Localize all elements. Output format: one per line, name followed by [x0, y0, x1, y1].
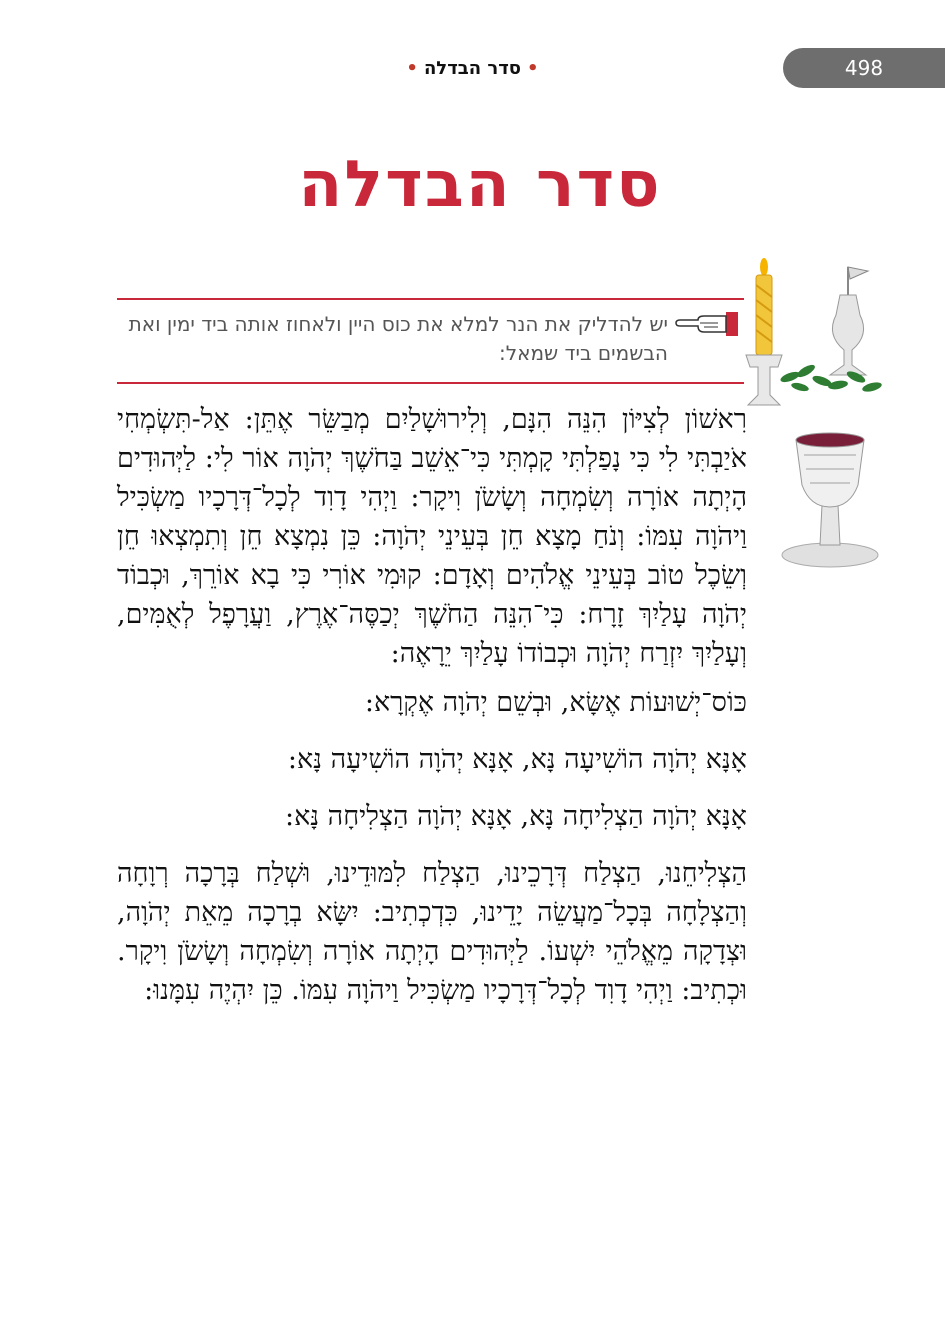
pointing-hand-icon [674, 308, 740, 340]
havdalah-set-illustration [740, 255, 930, 575]
running-head [300, 58, 645, 79]
bullet-icon: • [406, 58, 418, 79]
page-title: סדר הבדלה [298, 148, 662, 222]
paragraph: רִאשׁוֹן לְצִיּוֹן הִנֵּה הִנָּם, וְלִירוּשָׁלַיִם מְבַשֵּׂר אֶתֵּן: אַל-תִּשְׂמְחִי אֹיַבְתִּי לִי כִּי נָפַלְתִּי קָמְתִּי כִּי־אֵשֵׁב בַּחֹשֶׁךְ יְהֹוָה אוֹר לִי: לַיְּהוּדִים הָיְתָה אוֹרָה וְשִׂמְחָה וְשָׂשֹׂן וִיקָר: וַיְהִי דָוִד לְכָל־דְּרָכָיו מַשְׂכִּיל וַיהֹוָה עִמּוֹ: וְנֹחַ מָצָא חֵן בְּעֵינֵי יְהֹוָה: כֵּן נִמְצָא חֵן וְתִמְצְאוּ חֵן וְשֵׂכֶל טוֹב בְּעֵינֵי אֱלֹהִים וְאָדָם: קוּמִי אוֹרִי כִּי בָא אוֹרֵךְ, וּכְבוֹד יְהֹוָה עָלַיִךְ זָרָח: כִּי־הִנֵּה הַחֹשֶׁךְ יְכַסֶּה־אֶרֶץ, וַעֲרָפֶל לְאֻמִּים, וְעָלַיִךְ יִזְרַח יְהֹוָה וּכְבוֹדוֹ עָלַיִךְ יֵרָאֶה: [117, 404, 747, 669]
running-head-text: סדר הבדלה [423, 58, 522, 79]
bullet-icon: • [527, 58, 539, 79]
instruction-text: יש להדליק את הנר למלא את כוס היין ולאחוז אותה ביד ימין ואת הבשמים ביד שמאל: [128, 312, 668, 365]
myrtle-leaves-icon [779, 363, 882, 394]
instruction-box [117, 298, 744, 384]
paragraph: אָנָּא יְהֹוָה הוֹשִׁיעָה נָּא, אָנָּא יְהֹוָה הוֹשִׁיעָה נָּא: [287, 744, 747, 775]
havdalah-candle-icon [746, 258, 782, 405]
spice-box-icon [830, 267, 868, 375]
havdalah-text [117, 400, 747, 1020]
page-number: 498 [783, 48, 945, 88]
kiddush-cup-icon [782, 433, 878, 567]
paragraph: הַצְלִיחֵנוּ, הַצְלַח דְּרָכֵינוּ, הַצְלַח לִמּוּדֵינוּ, וּשְׁלַח בְּרָכָה רְוָחָה וְהַצְלָחָה בְּכָל־מַעֲשֵׂה יָדֵינוּ, כִּדְכְתִיב: יִשָּׂא בְרָכָה מֵאֵת יְהֹוָה, וּצְדָקָה מֵאֱלֹהֵי יִשְׁעוֹ. לַיְּהוּדִים הָיְתָה אוֹרָה וְשִׂמְחָה וְשָׂשֹׂן וִיקָר. וּכְתִיב: וַיְהִי דָוִד לְכָל־דְּרָכָיו מַשְׂכִּיל וַיהֹוָה עִמּוֹ. כֵּן יִהְיֶה עִמָּנוּ: [117, 858, 747, 1006]
paragraph: כּוֹס־יְשׁוּעוֹת אֶשָּׂא, וּבְשֵׁם יְהֹוָה אֶקְרָא: [364, 687, 747, 718]
paragraph: אָנָּא יְהֹוָה הַצְלִיחָה נָּא, אָנָּא יְהֹוָה הַצְלִיחָה נָּא: [285, 801, 747, 832]
